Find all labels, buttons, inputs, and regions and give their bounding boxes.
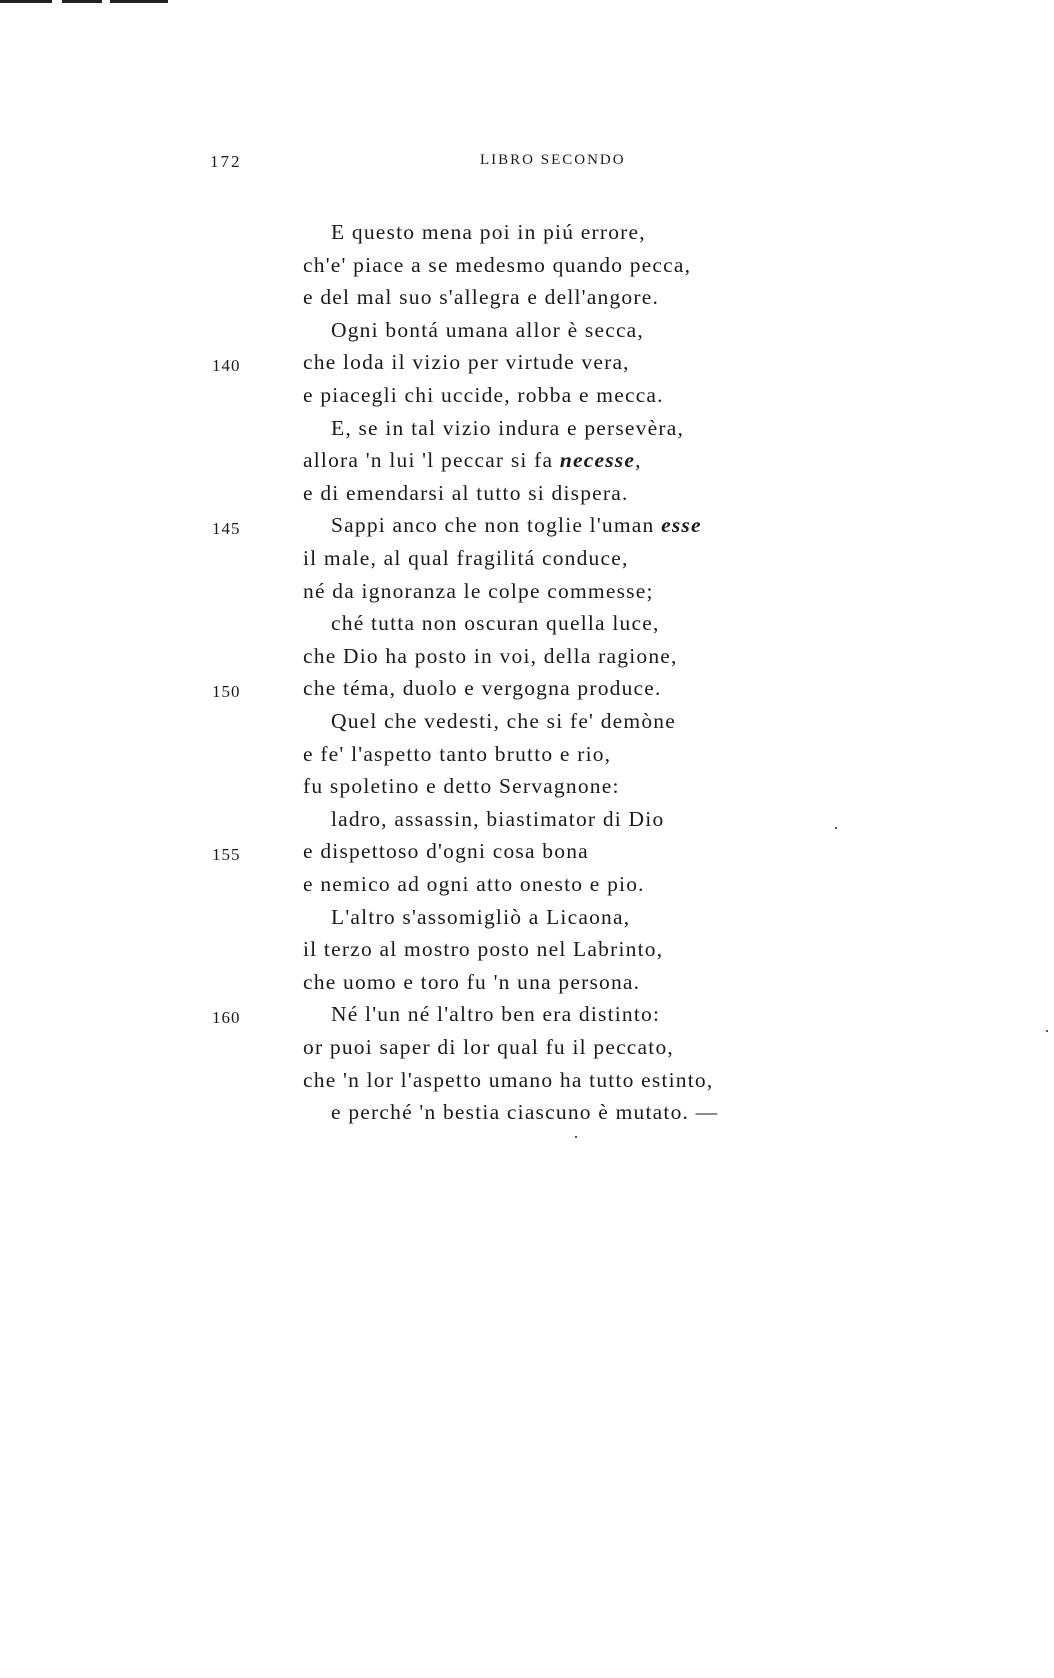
verse-segment: L'altro s'assomigliò a Licaona, <box>331 904 631 929</box>
verse-line <box>0 1068 1054 1100</box>
verse-line <box>0 383 1054 415</box>
verse-segment: E questo mena poi in piú errore, <box>331 220 646 244</box>
scan-speck <box>835 827 837 829</box>
scan-speck <box>1046 1030 1048 1032</box>
scan-edge-marks <box>0 0 180 4</box>
verse-text <box>303 285 659 310</box>
verse-text <box>303 350 630 375</box>
verse-text <box>303 839 589 864</box>
running-head <box>0 152 1054 176</box>
verse-text <box>303 644 678 669</box>
verse-segment: E, se in tal vizio indura e persevèra, <box>331 415 685 440</box>
verse-segment: e piacegli chi uccide, robba e mecca. <box>303 383 664 407</box>
line-number: 155 <box>212 845 241 865</box>
verse-text <box>303 970 640 995</box>
verse-segment: e perché 'n bestia ciascuno è mutato. — <box>331 1100 719 1125</box>
verse-line <box>0 970 1054 1002</box>
verse-segment: che loda il vizio per virtude vera, <box>303 350 630 375</box>
verse-line <box>0 416 1054 448</box>
verse-segment: che uomo e toro fu 'n una persona. <box>303 969 641 994</box>
verse-text <box>303 1068 713 1093</box>
verse-text <box>303 1035 674 1060</box>
verse-line <box>0 905 1054 937</box>
verse-segment: allora 'n lui 'l peccar si fa <box>303 448 560 473</box>
verse-segment: che téma, duolo e vergogna produce. <box>303 676 662 701</box>
verse-segment: Sappi anco che non toglie l'uman <box>331 513 662 538</box>
verse-segment: , <box>635 448 642 473</box>
verse-text <box>303 546 629 571</box>
verse-text <box>303 774 620 799</box>
verse-segment: il male, al qual fragilitá conduce, <box>303 546 629 570</box>
verse-segment: che 'n lor l'aspetto umano ha tutto estinto, <box>303 1067 714 1092</box>
line-number: 150 <box>212 682 241 702</box>
verse-line <box>0 1035 1054 1067</box>
verse-line <box>0 676 1054 708</box>
verse-line <box>0 546 1054 578</box>
verse-line <box>0 318 1054 350</box>
italic-word: esse <box>661 513 702 538</box>
verse-line <box>0 807 1054 839</box>
verse-text <box>331 416 684 441</box>
verse-segment: né da ignoranza le colpe commesse; <box>303 578 654 603</box>
verse-text <box>303 448 642 473</box>
verse-segment: or puoi saper di lor qual fu il peccato, <box>303 1035 674 1059</box>
verse-segment: e nemico ad ogni atto onesto e pio. <box>303 872 645 896</box>
line-number: 140 <box>212 356 241 376</box>
verse-line <box>0 1002 1054 1034</box>
verse-line <box>0 937 1054 969</box>
verse-line <box>0 644 1054 676</box>
verse-text <box>331 807 664 832</box>
verse-segment: Né l'un né l'altro ben era distinto: <box>331 1002 661 1027</box>
verse-segment: e di emendarsi al tutto si dispera. <box>303 480 629 505</box>
verse-segment: ladro, assassin, biastimator di Dio <box>331 806 665 831</box>
running-head-title: LIBRO SECONDO <box>480 152 626 168</box>
verse-text <box>331 611 660 636</box>
verse-line <box>0 872 1054 904</box>
verse-line <box>0 513 1054 545</box>
verse-segment: e dispettoso d'ogni cosa bona <box>303 839 589 864</box>
verse-line <box>0 839 1054 871</box>
verse-line <box>0 350 1054 382</box>
verse-line <box>0 285 1054 317</box>
verse-segment: ché tutta non oscuran quella luce, <box>331 611 660 636</box>
verse-text <box>303 872 645 897</box>
line-number: 145 <box>212 519 241 539</box>
verse-text <box>331 1100 718 1125</box>
verse-line <box>0 611 1054 643</box>
verse-text <box>303 579 654 604</box>
verse-segment: Ogni bontá umana allor è secca, <box>331 317 645 342</box>
line-number: 160 <box>212 1008 241 1028</box>
verse-text <box>331 1002 660 1027</box>
verse-segment: e fe' l'aspetto tanto brutto e rio, <box>303 741 612 766</box>
verse-line <box>0 253 1054 285</box>
verse-text <box>331 220 646 245</box>
verse-line <box>0 448 1054 480</box>
verse-text <box>303 253 691 278</box>
verse-text <box>303 383 664 408</box>
page-number: 172 <box>210 152 242 171</box>
verse-line <box>0 1100 1054 1132</box>
verse-text <box>331 709 676 734</box>
scan-speck <box>575 1136 577 1138</box>
verse-line <box>0 709 1054 741</box>
verse-segment: Quel che vedesti, che si fe' demòne <box>331 709 676 733</box>
verse-segment: e del mal suo s'allegra e dell'angore. <box>303 285 660 310</box>
verse-segment: ch'e' piace a se medesmo quando pecca, <box>303 252 692 277</box>
verse-line <box>0 481 1054 513</box>
verse-line <box>0 220 1054 252</box>
verse-text <box>331 905 630 930</box>
verse-line <box>0 579 1054 611</box>
verse-segment: che Dio ha posto in voi, della ragione, <box>303 643 678 668</box>
verse-text <box>303 676 662 701</box>
italic-word: necesse <box>559 448 636 473</box>
verse-text <box>303 937 663 962</box>
verse-line <box>0 742 1054 774</box>
verse-text <box>303 481 629 506</box>
verse-text <box>331 318 644 343</box>
verse-text <box>303 742 611 767</box>
verse-segment: il terzo al mostro posto nel Labrinto, <box>303 937 664 962</box>
verse-line <box>0 774 1054 806</box>
verse-segment: fu spoletino e detto Servagnone: <box>303 774 620 799</box>
verse-text <box>331 513 702 538</box>
